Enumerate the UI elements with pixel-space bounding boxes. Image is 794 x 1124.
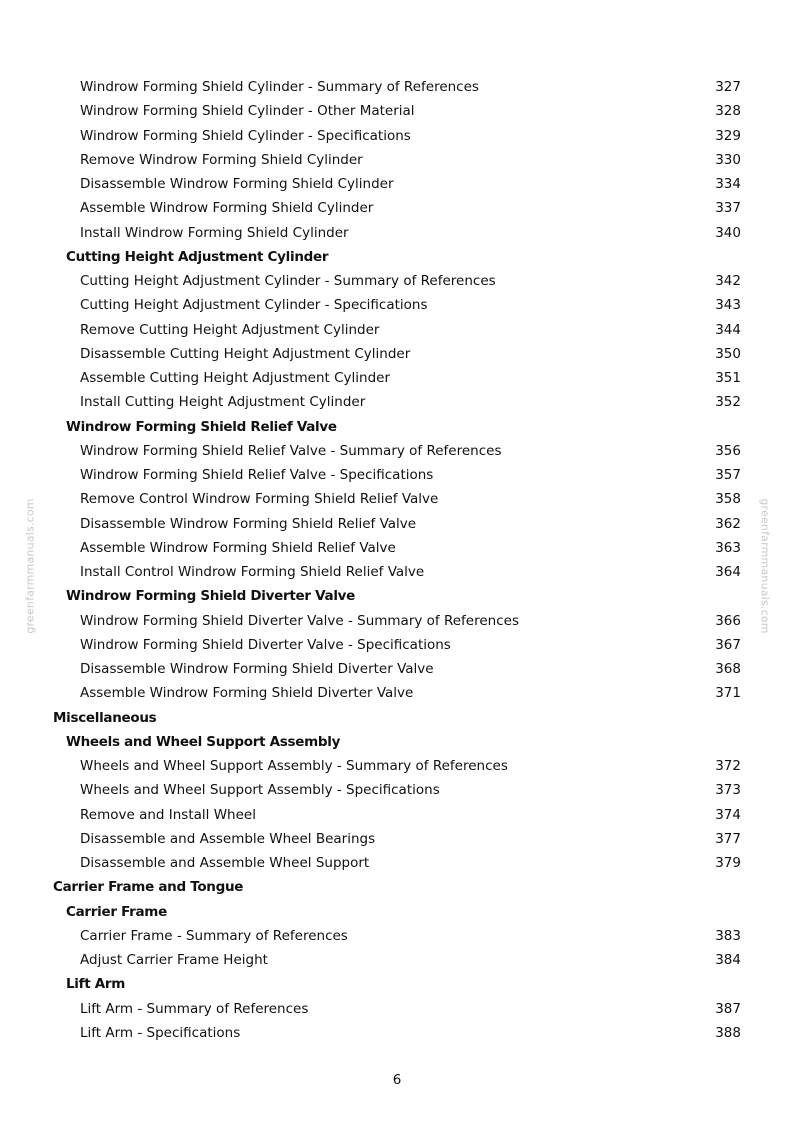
toc-entry-page: 350 [715, 345, 741, 362]
toc-entry-page: 327 [715, 79, 741, 95]
toc-entry-title: Install Windrow Forming Shield Cylinder [80, 224, 349, 241]
toc-entry-page: 388 [715, 1024, 741, 1041]
toc-entry-page: 351 [715, 370, 741, 386]
toc-entry[interactable] [0, 487, 794, 511]
toc-entry-page: 368 [715, 661, 741, 677]
toc-entry-title: Windrow Forming Shield Diverter Valve [66, 588, 355, 605]
table-of-contents [0, 75, 794, 1045]
toc-entry-title: Windrow Forming Shield Cylinder - Summary of References [80, 79, 479, 95]
toc-entry-page: 356 [715, 442, 741, 459]
toc-entry-page: 337 [715, 200, 741, 217]
toc-entry-page: 374 [715, 806, 741, 823]
toc-entry-page: 366 [715, 612, 741, 629]
toc-entry-title: Windrow Forming Shield Cylinder - Specifications [80, 127, 411, 144]
toc-entry-page: 340 [715, 224, 741, 241]
toc-entry[interactable] [0, 221, 794, 245]
toc-entry-title: Install Cutting Height Adjustment Cylinder [80, 394, 366, 411]
toc-entry-title: Wheels and Wheel Support Assembly - Summary of References [80, 758, 508, 774]
toc-entry-page: 387 [715, 1000, 741, 1017]
toc-entry-title: Cutting Height Adjustment Cylinder [66, 248, 329, 265]
toc-entry-title: Disassemble Windrow Forming Shield Cylinder [80, 176, 394, 192]
toc-entry-title: Windrow Forming Shield Relief Valve - Summary of References [80, 442, 502, 459]
toc-entry-page: 330 [715, 151, 741, 168]
toc-entry-title: Disassemble Windrow Forming Shield Diverter Valve [80, 661, 434, 677]
toc-entry-title: Carrier Frame - Summary of References [80, 927, 348, 944]
toc-entry-title: Disassemble Windrow Forming Shield Relief Valve [80, 515, 417, 532]
toc-entry[interactable] [0, 827, 794, 851]
toc-entry-title: Cutting Height Adjustment Cylinder - Specifications [80, 297, 428, 314]
toc-entry-title: Adjust Carrier Frame Height [80, 952, 268, 968]
toc-section-heading[interactable] [0, 875, 794, 899]
toc-entry[interactable] [0, 560, 794, 584]
toc-entry-page: 377 [715, 830, 741, 847]
toc-entry[interactable] [0, 439, 794, 463]
toc-entry-page: 383 [715, 927, 741, 944]
toc-entry[interactable] [0, 657, 794, 681]
toc-entry[interactable] [0, 124, 794, 148]
toc-entry-title: Disassemble and Assemble Wheel Bearings [80, 830, 376, 847]
toc-entry-page: 343 [715, 297, 741, 314]
toc-entry-page: 363 [715, 539, 741, 556]
toc-entry-page: 379 [715, 855, 741, 871]
toc-entry-page: 329 [715, 127, 741, 144]
toc-entry[interactable] [0, 754, 794, 778]
toc-entry-page: 373 [715, 782, 741, 799]
toc-entry-title: Install Control Windrow Forming Shield Relief Valve [80, 564, 425, 580]
toc-entry[interactable] [0, 318, 794, 342]
toc-entry[interactable] [0, 997, 794, 1021]
toc-entry[interactable] [0, 851, 794, 875]
toc-entry[interactable] [0, 366, 794, 390]
toc-entry[interactable] [0, 99, 794, 123]
toc-entry-title: Cutting Height Adjustment Cylinder - Summary of References [80, 273, 496, 289]
toc-entry-title: Lift Arm - Specifications [80, 1024, 241, 1041]
toc-entry-title: Windrow Forming Shield Diverter Valve - Summary of References [80, 612, 519, 629]
toc-entry[interactable] [0, 1021, 794, 1045]
toc-entry-page: 364 [715, 564, 741, 580]
toc-entry-title: Lift Arm [66, 976, 126, 993]
toc-entry-title: Windrow Forming Shield Relief Valve [66, 418, 337, 435]
toc-entry-title: Remove and Install Wheel [80, 806, 256, 823]
toc-entry[interactable] [0, 75, 794, 99]
toc-entry-title: Lift Arm - Summary of References [80, 1000, 309, 1017]
toc-entry[interactable] [0, 633, 794, 657]
toc-entry-title: Windrow Forming Shield Relief Valve - Specifications [80, 467, 434, 483]
toc-entry-page: 371 [715, 685, 741, 702]
toc-entry-title: Remove Control Windrow Forming Shield Relief Valve [80, 491, 439, 508]
toc-entry-page: 362 [715, 515, 741, 532]
toc-entry[interactable] [0, 609, 794, 633]
toc-entry-title: Remove Windrow Forming Shield Cylinder [80, 151, 363, 168]
toc-entry-title: Assemble Windrow Forming Shield Diverter Valve [80, 685, 414, 702]
toc-section-heading[interactable] [0, 900, 794, 924]
toc-entry[interactable] [0, 778, 794, 802]
toc-section-heading[interactable] [0, 245, 794, 269]
toc-entry[interactable] [0, 924, 794, 948]
toc-entry-title: Assemble Windrow Forming Shield Relief Valve [80, 539, 396, 556]
toc-entry-page: 384 [715, 952, 741, 968]
toc-entry-title: Disassemble and Assemble Wheel Support [80, 855, 370, 871]
toc-entry[interactable] [0, 269, 794, 293]
toc-section-heading[interactable] [0, 415, 794, 439]
watermark-left: greenfarmmanuals.com [23, 498, 37, 634]
toc-entry-page: 344 [715, 321, 741, 338]
toc-entry-title: Carrier Frame and Tongue [53, 879, 244, 896]
toc-entry[interactable] [0, 196, 794, 220]
toc-entry[interactable] [0, 681, 794, 705]
toc-section-heading[interactable] [0, 972, 794, 996]
toc-entry-title: Remove Cutting Height Adjustment Cylinder [80, 321, 380, 338]
toc-entry-page: 372 [715, 758, 741, 774]
toc-entry[interactable] [0, 148, 794, 172]
toc-section-heading[interactable] [0, 706, 794, 730]
toc-entry[interactable] [0, 948, 794, 972]
toc-entry-page: 358 [715, 491, 741, 508]
toc-entry-title: Carrier Frame [66, 903, 167, 920]
toc-section-heading[interactable] [0, 730, 794, 754]
toc-entry[interactable] [0, 463, 794, 487]
toc-entry[interactable] [0, 293, 794, 317]
toc-entry[interactable] [0, 342, 794, 366]
watermark-right: greenfarmmanuals.com [758, 498, 772, 634]
toc-entry[interactable] [0, 803, 794, 827]
toc-entry[interactable] [0, 512, 794, 536]
toc-entry-title: Disassemble Cutting Height Adjustment Cylinder [80, 345, 411, 362]
toc-entry-title: Windrow Forming Shield Diverter Valve - Specifications [80, 636, 451, 653]
toc-entry-title: Assemble Windrow Forming Shield Cylinder [80, 200, 374, 217]
toc-entry-title: Windrow Forming Shield Cylinder - Other Material [80, 103, 415, 120]
toc-entry-page: 367 [715, 636, 741, 653]
toc-entry[interactable] [0, 390, 794, 414]
toc-entry[interactable] [0, 172, 794, 196]
page-number: 6 [392, 1072, 402, 1088]
toc-entry-page: 328 [715, 103, 741, 120]
toc-entry-title: Wheels and Wheel Support Assembly - Specifications [80, 782, 440, 799]
toc-entry-page: 342 [715, 273, 741, 289]
toc-entry-title: Wheels and Wheel Support Assembly [66, 733, 341, 750]
toc-entry-page: 334 [715, 176, 741, 192]
toc-section-heading[interactable] [0, 584, 794, 608]
toc-entry-title: Assemble Cutting Height Adjustment Cylinder [80, 370, 391, 386]
toc-entry-page: 357 [715, 467, 741, 483]
toc-entry-title: Miscellaneous [53, 709, 157, 726]
toc-entry-page: 352 [715, 394, 741, 411]
toc-entry[interactable] [0, 536, 794, 560]
